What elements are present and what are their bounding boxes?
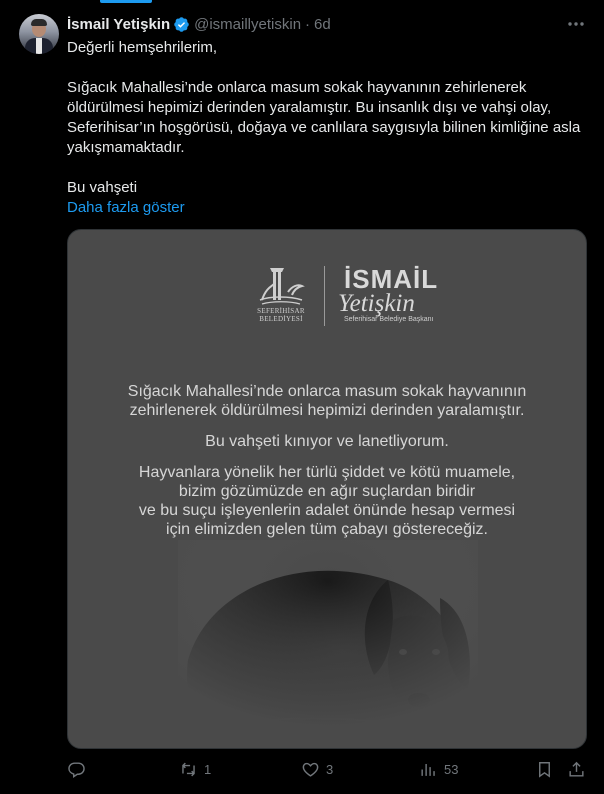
separator: · [305,15,311,33]
tweet-paragraph: Sığacık Mahallesi’nde onlarca masum sokak hayvanının zehirlenerek öldürülmesi hepimizi derinden yaralamıştır. Bu insanlık dışı ve vahşi olay, Seferihisar’ın hoşgörüsü, doğaya ve canlılara saygısıyla bilinen kimliğine asla yakışmamaktadır. [67,79,581,156]
share-button[interactable] [567,760,586,779]
views-count: 53 [444,762,459,777]
tweet-paragraph: Değerli hemşehrilerim, [67,39,218,56]
like-button[interactable] [301,760,333,779]
reply-button[interactable] [67,760,92,779]
active-tab-indicator [100,0,152,3]
municipality-name: SEFERİHİSAR BELEDİYESİ [257,307,305,323]
verified-badge-icon [173,16,190,33]
tweet-header [67,14,331,34]
tweet-actions [67,758,587,782]
more-horizontal-icon[interactable] [566,16,586,32]
bookmark-icon [535,760,554,779]
share-icon [567,760,586,779]
retweet-icon [179,760,198,779]
logo-name: İSMAİL [344,264,439,294]
author-handle[interactable]: @ismaillyetiskin [194,15,302,33]
dog-illustration-icon [178,540,478,748]
logo-divider [324,266,325,326]
views-button[interactable] [419,760,458,779]
tweet-media-image[interactable] [67,229,587,749]
tweet-paragraph: Bu vahşeti [67,179,138,196]
retweet-count: 1 [204,762,212,777]
condolence-message: Sığacık Mahallesi’nde onlarca masum sokak hayvanının zehirlenerek öldürülmesi hepimizi derinden yaralamıştır. Bu vahşeti kınıyor ve lanetliyorum. Hayvanlara yönelik her türlü şiddet ve kötü muamele, bizim gözümüzde en ağır suçlardan biridir ve bu suçu işleyenlerin adalet önünde hesap vermesi için elimizden gelen tüm çabayı göstereceğiz. [127,383,527,538]
timestamp[interactable]: 6d [314,15,331,33]
reply-icon [67,760,86,779]
bookmark-button[interactable] [535,760,554,779]
tweet-text [67,38,587,218]
views-icon [419,760,438,779]
retweet-button[interactable] [179,760,211,779]
avatar[interactable] [19,14,59,54]
like-icon [301,760,320,779]
author-name[interactable]: İsmail Yetişkin [67,15,171,33]
logo-title: Seferihisar Belediye Başkanı [344,316,434,323]
show-more-link[interactable]: Daha fazla göster [67,199,185,216]
logo-surname: Yetişkin [338,290,415,317]
like-count: 3 [326,762,334,777]
